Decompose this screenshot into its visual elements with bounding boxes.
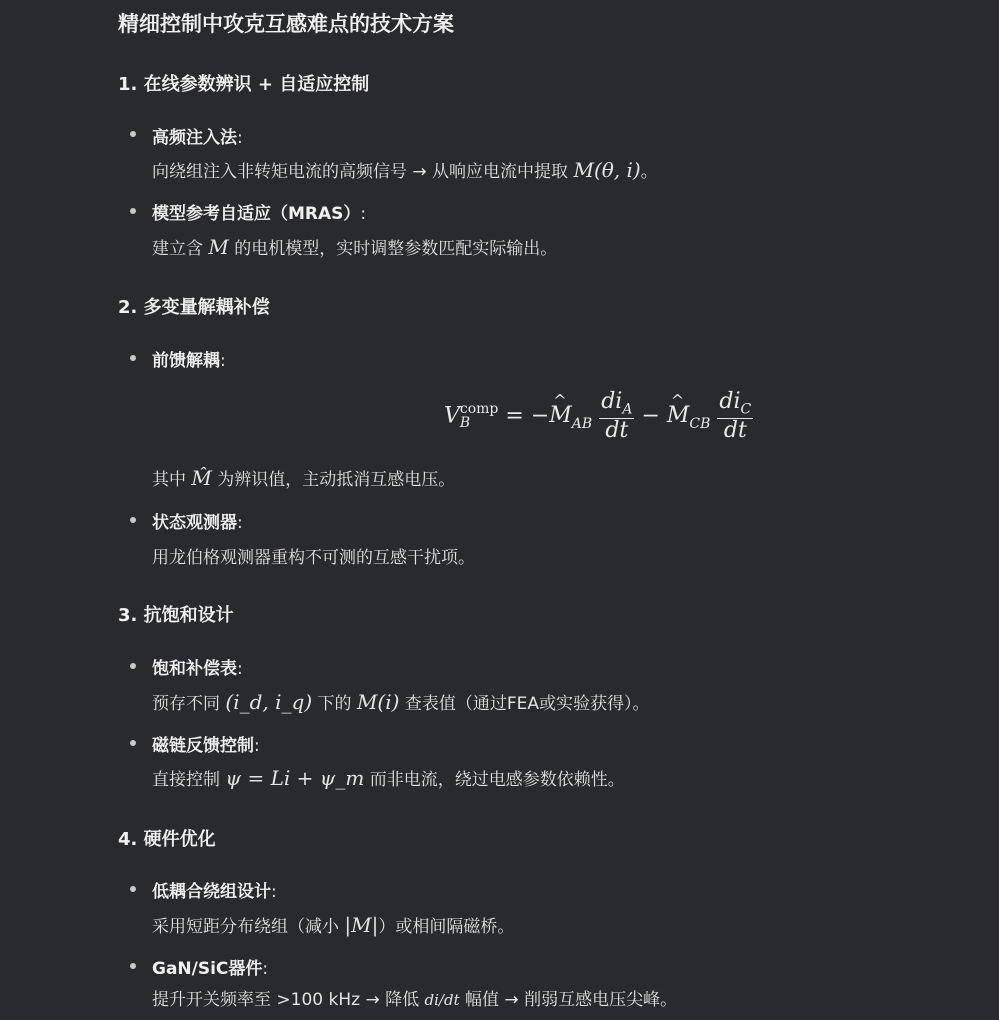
- math-expression: M̂: [191, 466, 212, 490]
- list-item-text: 建立含 M 的电机模型，实时调整参数匹配实际输出。: [152, 235, 558, 259]
- list-item-text: 采用短距分布绕组（减小 |M|）或相间隔磁桥。: [152, 913, 515, 937]
- bullet-icon: [130, 663, 136, 669]
- bullet-icon: [130, 355, 136, 361]
- bullet-icon: [130, 886, 136, 892]
- list-item-text: 向绕组注入非转矩电流的高频信号 → 从响应电流中提取 M(θ, i)。: [152, 158, 658, 182]
- bullet-icon: [130, 740, 136, 746]
- page-title: 精细控制中攻克互感难点的技术方案: [118, 12, 454, 36]
- math-expression: (i_d, i_q): [225, 690, 313, 714]
- list-item-text: 提升开关频率至 >100 kHz → 降低 di/dt 幅值 → 削弱互感电压尖峰。: [152, 990, 678, 1010]
- feedforward-equation: V comp B = −^ $M_{AB}$ $\frac{di_A}{dt}$ − ^ $M_{CB}$ $\frac{di_C}{dt}$: [444, 390, 753, 443]
- list-item-text: 其中 M̂ 为辨识值，主动抵消互感电压。: [152, 466, 456, 490]
- math-expression: ψ = Li + ψ_m: [225, 766, 365, 790]
- list-item-title: 状态观测器:: [152, 513, 243, 533]
- bullet-icon: [130, 208, 136, 214]
- list-item-text: 用龙伯格观测器重构不可测的互感干扰项。: [152, 548, 475, 568]
- bullet-icon: [130, 517, 136, 523]
- list-item-title: 前馈解耦:: [152, 351, 226, 371]
- bullet-icon: [130, 131, 136, 137]
- section-heading: 4. 硬件优化: [118, 829, 216, 850]
- list-item-title: 饱和补偿表:: [152, 659, 243, 679]
- math-expression: M(θ, i): [573, 158, 641, 182]
- list-item-title: 高频注入法:: [152, 128, 243, 148]
- section-heading: 1. 在线参数辨识 + 自适应控制: [118, 74, 370, 95]
- list-item-text: 直接控制 ψ = Li + ψ_m 而非电流，绕过电感参数依赖性。: [152, 766, 625, 790]
- list-item-title: 模型参考自适应（MRAS）:: [152, 204, 367, 224]
- math-expression: M(i): [356, 690, 400, 714]
- section-heading: 2. 多变量解耦补偿: [118, 297, 270, 318]
- bullet-icon: [130, 963, 136, 969]
- list-item-title: 低耦合绕组设计:: [152, 882, 277, 902]
- math-expression: |M|: [344, 913, 379, 937]
- list-item-text: 预存不同 (i_d, i_q) 下的 M(i) 查表值（通过FEA或实验获得）。: [152, 690, 650, 714]
- list-item-title: GaN/SiC器件:: [152, 959, 269, 979]
- math-expression: di/dt: [424, 991, 460, 1009]
- section-heading: 3. 抗饱和设计: [118, 605, 234, 626]
- math-expression: M: [208, 235, 229, 259]
- list-item-title: 磁链反馈控制:: [152, 736, 260, 756]
